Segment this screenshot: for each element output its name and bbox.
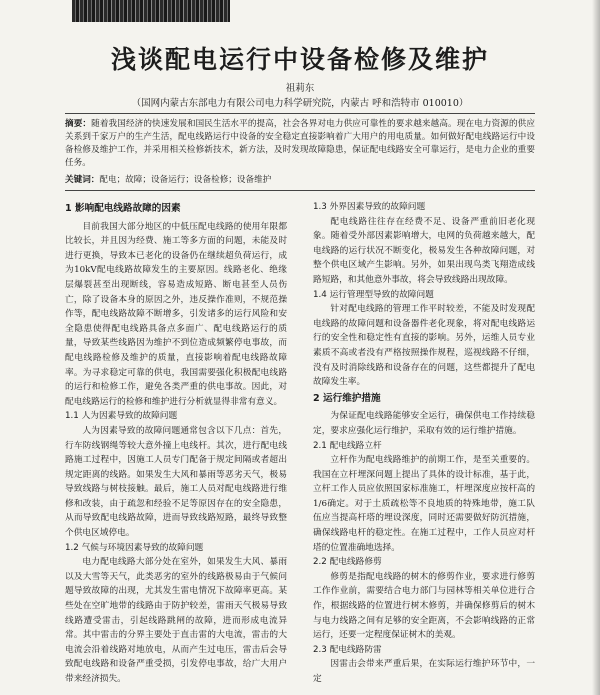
right-column — [313, 200, 535, 687]
body-paragraph: 电力配电线路大部分处在室外，如果发生大风、暴雨以及大雪等天气，此类恶劣的室外的线路极易由于气候问题导致故障的出现，尤其发生雷电情况下故障率更高。某些处在空旷地带的线路由于防护较差，雷雨天气极易导致线路遭受雷击，引起线路跳闸的故障，进而形成电流异常。其中雷击的分界主要处于直击雷的大电流，雷击的大电流会沿着线路对地放电，从而产生过电压，雷击后会导致配电线路和设备严重受损，引发停电事故，给广大用户带来经济损失。 — [65, 557, 287, 684]
keywords-label: 关键词： — [65, 175, 100, 185]
body-paragraph: 为保证配电线路能够安全运行，确保供电工作持续稳定，要求应强化运行维护，采取有效的运行维护措施。 — [313, 411, 535, 436]
body-paragraph: 因雷击会带来严重后果，在实际运行维护环节中，一定 — [313, 659, 535, 684]
author-affiliation: （国网内蒙古东部电力有限公司电力科学研究院，内蒙古 呼和浩特市 010010） — [131, 98, 469, 109]
body-paragraph: 配电线路往往存在经费不足、设备严重前旧老化现象。随着受外部因素影响增大，电网的负荷越来越大，配电线路的运行状况不断变化，极易发生各种故障问题，对整个供电区域产生影响。另外，如果出现鸟类飞翔造成线路短路，和其他意外事故，将会导致线路出现故障。 — [313, 216, 535, 285]
header-decoration-bar — [72, 0, 230, 22]
section-heading: 1 影响配电线路故障的因素 — [65, 203, 181, 214]
section-heading: 1.2 气候与环境因素导致的故障问题 — [65, 542, 204, 553]
section-heading: 1.1 人为因素导致的故障问题 — [65, 411, 178, 422]
keywords-paragraph — [65, 174, 535, 187]
section-heading: 2.3 配电线路防雷 — [313, 644, 382, 655]
section-heading: 2.1 配电线路立杆 — [313, 440, 382, 451]
section-heading: 1.3 外界因素导致的故障问题 — [313, 202, 426, 212]
body-paragraph: 针对配电线路的管理工作平时较差，不能及时发现配电线路的故障问题和设备器件老化现象，将对配电线路运行的安全性和稳定性有直接的影响。另外，运维人员专业素质不高或者没有严格按照操作规程，巡视线路不仔细，没有及时消除线路和设备存在的问题，这些都提升了配电故障发生率。 — [313, 304, 535, 388]
article-title: 浅谈配电运行中设备检修及维护 — [110, 45, 489, 74]
left-column — [65, 200, 287, 687]
body-paragraph: 修剪是指配电线路的树木的修剪作业，要求进行修剪工作作业前，需要结合电力部门与园林等相关单位进行合作，根据线路的位置进行树木修剪，并确保修剪后的树木与电力线路之间有足够的安全距离，不会影响线路的正常运行，还要一定程度保证树木的美观。 — [313, 571, 535, 641]
body-paragraph: 人为因素导致的故障问题通常包含以下几点：首先，行车防线钢绳等较大意外撞上电线杆。其次，进行配电线路施工过程中，因施工人员专门配备于规定间隔或者超出规定距离的线路。如果发生大风和暴雨等恶劣天气，极易导致线路与树枝接触。最后，施工人员对配电线路进行维修和改装，由于疏忽和经验不足等原因存在的安全隐患，从而导致配电线路故障，进而导致线路短路，最终导致整个供电区域停电。 — [65, 425, 287, 539]
abstract-section — [65, 113, 535, 191]
author-name: 祖莉东 — [285, 83, 315, 94]
body-paragraph: 立杆作为配电线路维护的前期工作，是至关重要的。我国在立杆埋深问题上提出了具体的设计标准，基于此，立杆工作人员应依照国家标准施工，杆埋深度应按杆高的1/6确定。对于土质疏松等不良地质的特殊地带，施工队伍应当提高杆塔的埋设深度，同时还需要做好防沉措施，确保线路电杆的稳定性。在施工过程中，工作人员应对杆塔的位置准确地选择。 — [313, 455, 535, 553]
section-heading: 2 运行维护措施 — [313, 392, 381, 404]
body-paragraph: 目前我国大部分地区的中低压配电线路的使用年限都比较长，并且因为经费、施工等多方面的问题，未能及时进行更换，导致本已老化的设备仍在继续超负荷运行，成为10kV配电线路故障发生的主要原因。线路老化、绝缘层爆裂甚至出现断线，容易造成短路、断电甚至人员伤亡，除了设备本身的原因之外，违反操作准则，不规范操作等，配电线路故障不断增多，引发诸多的运行风险和安全隐患使得配电线路具备点多面广、配电线路运行的质量，导致某些线路因为维护不到位造成频繁停电事故，而配电线路检修及维护的质量，直接影响着配电线路故障率。为寻求稳定可靠的供电，我国需要强化积极配电线路的运行和检修工作，避免各类严重的供电事故。因此，对配电线路运行的检修和维护进行分析就显得非常有意义。 — [65, 221, 287, 407]
abstract-paragraph — [65, 118, 535, 170]
keywords-text: 配电；故障；设备运行；设备检修；设备维护 — [99, 175, 272, 185]
section-heading: 2.2 配电线路修剪 — [313, 557, 382, 568]
page-edge-shadow — [592, 0, 600, 695]
section-heading: 1.4 运行管理型导致的故障问题 — [313, 289, 434, 300]
abstract-text: 随着我国经济的快速发展和国民生活水平的提高，社会各界对电力供应可靠性的要求越来越高。现在电力资源的供应关系到千家万户的生产生活，配电线路运行中设备的安全稳定直接影响着广大用户的用电质量。如何做好配电线路运行中设备检修及维护工作，并采用相关检修新技术，新方法，及时发现故障隐患，保证配电线路安全可靠运行，是电力企业的重要任务。 — [65, 119, 535, 168]
abstract-label: 摘要： — [65, 119, 92, 129]
